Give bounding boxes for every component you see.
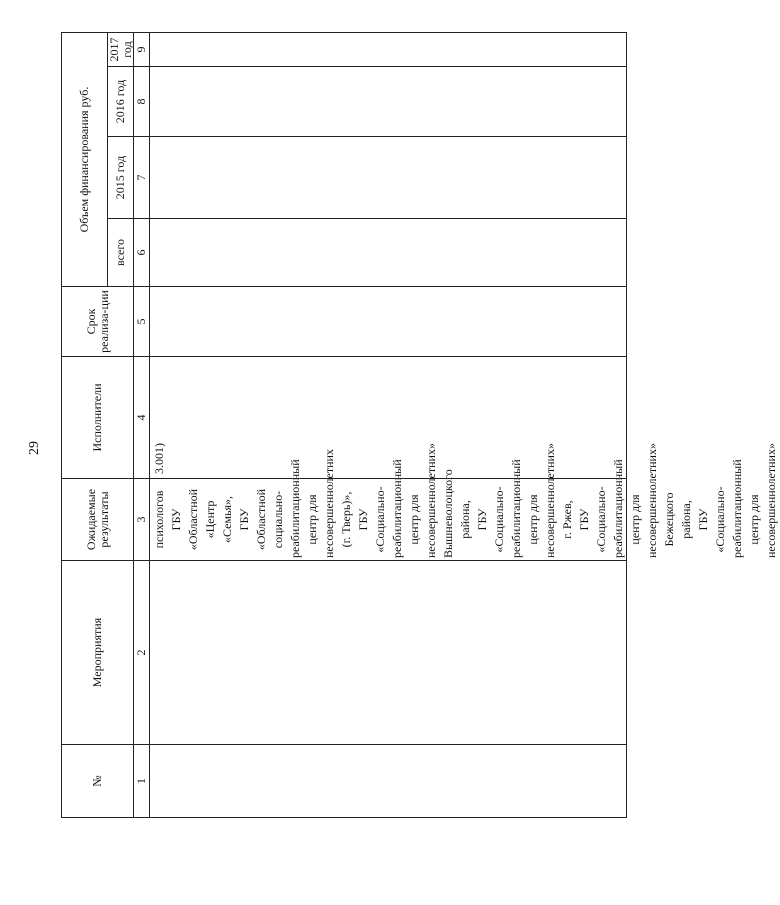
rotated-table bbox=[61, 32, 778, 818]
header-funding-group: Объем финансирования руб. bbox=[61, 32, 107, 287]
page-number: 29 bbox=[27, 441, 42, 455]
col-number-8: 8 bbox=[133, 67, 149, 137]
header-executors: Исполнители bbox=[61, 357, 133, 479]
row-2015-cell bbox=[149, 137, 627, 219]
expected-results-line: реабилитационный bbox=[730, 459, 744, 558]
col-number-5: 5 bbox=[133, 287, 149, 357]
col-number-4: 4 bbox=[133, 357, 149, 479]
col-number-2: 2 bbox=[133, 561, 149, 745]
expected-results-line: г. Ржев, bbox=[560, 500, 574, 539]
expected-results-line: ГБУ «Социально- bbox=[696, 486, 727, 553]
expected-results-line: несовершеннолетних» bbox=[424, 443, 438, 558]
expected-results-line: центр для bbox=[526, 494, 540, 545]
header-number: № bbox=[61, 745, 133, 818]
row-executors-cell bbox=[149, 357, 627, 479]
expected-results-line: реабилитационный bbox=[509, 459, 523, 558]
expected-results-line: ГБУ «Областной bbox=[237, 488, 268, 551]
header-2017: 2017 год bbox=[107, 32, 133, 67]
expected-results-line: района, bbox=[458, 500, 472, 539]
expected-results-line: ГБУ «Социально- bbox=[475, 486, 506, 553]
expected-results-line: психологов bbox=[152, 490, 166, 549]
expected-results-line: социально- bbox=[271, 490, 285, 549]
expected-results-line: реабилитационный bbox=[288, 459, 302, 558]
row-activities-cell bbox=[149, 561, 627, 745]
col-number-6: 6 bbox=[133, 219, 149, 287]
expected-results-line: реабилитационный bbox=[390, 459, 404, 558]
expected-results-line: центр для bbox=[628, 494, 642, 545]
row-number-cell bbox=[149, 745, 627, 818]
expected-results-line: Вышневолоцкого bbox=[441, 469, 455, 558]
col-number-9: 9 bbox=[133, 32, 149, 67]
header-2016: 2016 год bbox=[107, 67, 133, 137]
expected-results-line: ГБУ «Социально- bbox=[577, 486, 608, 553]
expected-results-line: ГБУ «Социально- bbox=[356, 486, 387, 553]
expected-results-line: (г. Тверь)», bbox=[339, 491, 353, 548]
row-total-cell bbox=[149, 219, 627, 287]
header-expected-results: Ожидаемые результаты bbox=[61, 479, 133, 561]
header-total: всего bbox=[107, 219, 133, 287]
expected-results-line: несовершеннолетних» bbox=[764, 443, 778, 558]
expected-results-line: центр для bbox=[747, 494, 761, 545]
expected-results-line: несовершеннолетних bbox=[322, 449, 336, 558]
expected-results-line: Бежецкого района, bbox=[662, 492, 693, 547]
col-number-3: 3 bbox=[133, 479, 149, 561]
header-2015: 2015 год bbox=[107, 137, 133, 219]
expected-results-line: центр для bbox=[407, 494, 421, 545]
expected-results-line: несовершеннолетних» bbox=[645, 443, 659, 558]
expected-results-line: центр для bbox=[305, 494, 319, 545]
col-number-7: 7 bbox=[133, 137, 149, 219]
expected-results-line: «Центр «Семья», bbox=[203, 495, 234, 544]
row-2017-cell bbox=[149, 32, 627, 67]
expected-results-line: несовершеннолетних» bbox=[543, 443, 557, 558]
row-deadline-cell bbox=[149, 287, 627, 357]
header-deadline: Срок реализа-ции bbox=[61, 287, 133, 357]
expected-results-line: ГБУ «Областной bbox=[169, 488, 200, 551]
executors-text: 3.001) bbox=[152, 443, 166, 474]
expected-results-line: реабилитационный bbox=[611, 459, 625, 558]
col-number-1: 1 bbox=[133, 745, 149, 818]
header-activities: Мероприятия bbox=[61, 561, 133, 745]
row-2016-cell bbox=[149, 67, 627, 137]
